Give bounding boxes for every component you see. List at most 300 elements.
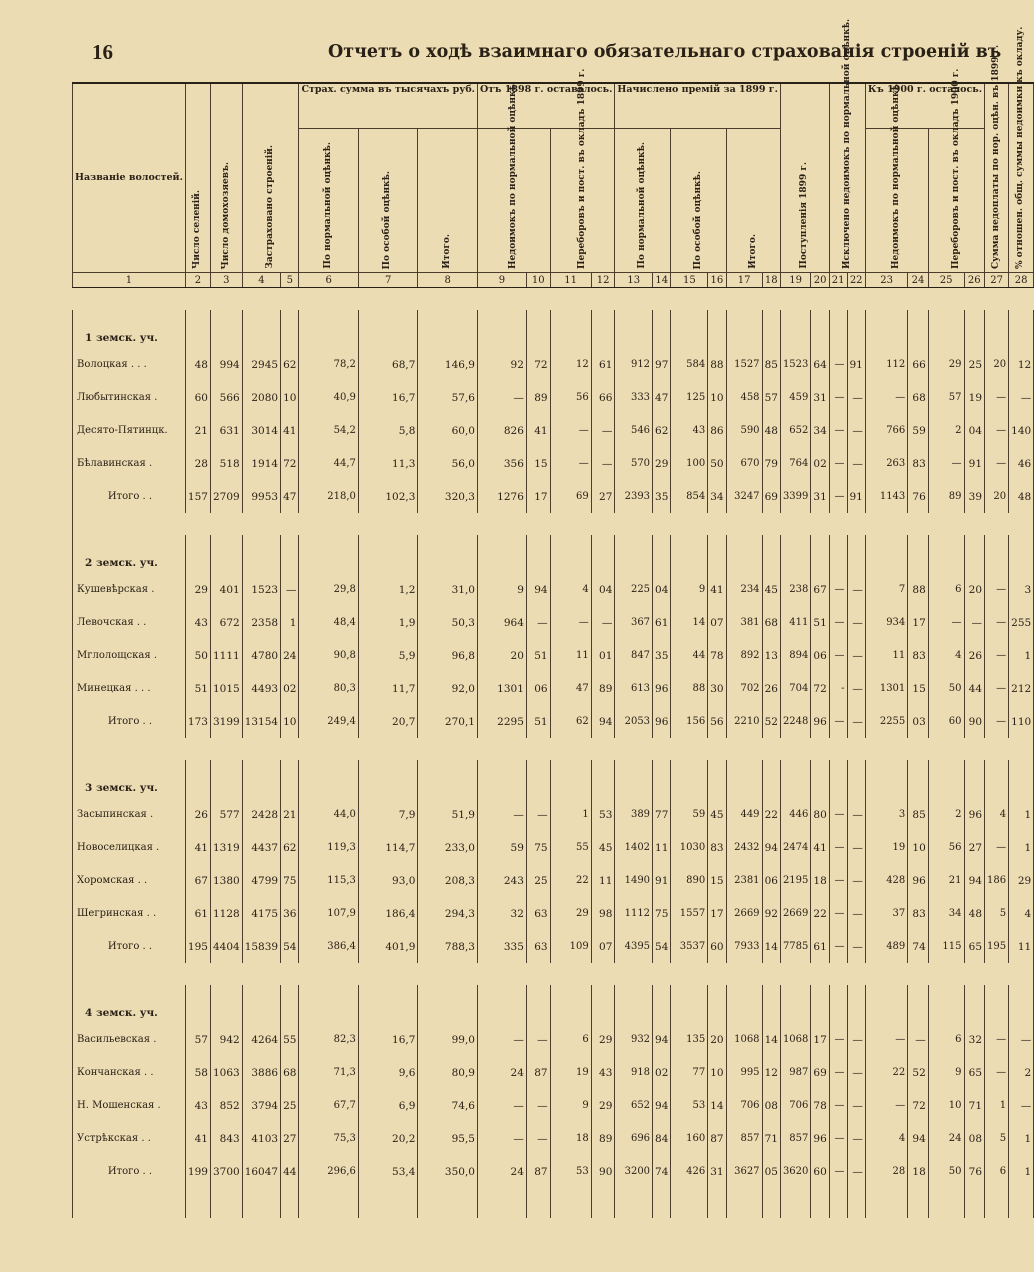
table-cell: 2 bbox=[928, 414, 964, 447]
table-cell: 62 bbox=[550, 705, 591, 738]
table-row bbox=[73, 897, 1034, 930]
table-cell: 1380 bbox=[210, 864, 242, 897]
table-cell: — bbox=[985, 381, 1009, 414]
table-cell: 86 bbox=[708, 414, 726, 447]
header-households: Число домохозяевъ. bbox=[210, 83, 242, 273]
table-cell: 1276 bbox=[477, 480, 526, 513]
table-cell: 74 bbox=[908, 930, 929, 963]
table-cell: 3700 bbox=[210, 1155, 242, 1188]
table-cell: 68 bbox=[281, 1056, 299, 1089]
table-cell: 157 bbox=[185, 480, 210, 513]
table-cell: 28 bbox=[865, 1155, 907, 1188]
table-cell: 71 bbox=[964, 1089, 985, 1122]
table-cell: — bbox=[829, 381, 847, 414]
column-number: 1 bbox=[73, 273, 186, 288]
table-cell: 2945 bbox=[242, 348, 280, 381]
table-cell: 1523 bbox=[780, 348, 810, 381]
table-cell: 59 bbox=[671, 798, 708, 831]
table-cell: 4 bbox=[928, 639, 964, 672]
volost-name: Любытинская . bbox=[73, 381, 186, 414]
header-prem-total: Итого. bbox=[726, 129, 780, 273]
table-cell: 426 bbox=[671, 1155, 708, 1188]
table-cell: 05 bbox=[762, 1155, 780, 1188]
table-cell: 19 bbox=[964, 381, 985, 414]
table-cell: 52 bbox=[908, 1056, 929, 1089]
table-cell: 2210 bbox=[726, 705, 762, 738]
table-cell: 83 bbox=[908, 897, 929, 930]
table-cell: 31 bbox=[811, 381, 829, 414]
table-cell: 40,9 bbox=[299, 381, 358, 414]
table-cell: 518 bbox=[210, 447, 242, 480]
table-cell: 140 bbox=[1009, 414, 1034, 447]
table-cell: 6 bbox=[928, 1023, 964, 1056]
column-number: 16 bbox=[708, 273, 726, 288]
table-cell: 55 bbox=[281, 1023, 299, 1056]
table-cell: 82,3 bbox=[299, 1023, 358, 1056]
table-cell: 43 bbox=[185, 606, 210, 639]
table-cell: 48 bbox=[964, 897, 985, 930]
table-cell: 18 bbox=[908, 1155, 929, 1188]
table-cell: 1319 bbox=[210, 831, 242, 864]
table-cell: 94 bbox=[653, 1023, 671, 1056]
table-cell: 16,7 bbox=[358, 1023, 418, 1056]
table-cell: 95,5 bbox=[418, 1122, 478, 1155]
table-cell: — bbox=[847, 1155, 865, 1188]
table-cell: 94 bbox=[762, 831, 780, 864]
table-cell: 44 bbox=[964, 672, 985, 705]
table-cell: 60 bbox=[928, 705, 964, 738]
table-cell: 3627 bbox=[726, 1155, 762, 1188]
table-cell: — bbox=[477, 381, 526, 414]
table-cell: 270,1 bbox=[418, 705, 478, 738]
table-cell: 56 bbox=[708, 705, 726, 738]
table-cell: 5,9 bbox=[358, 639, 418, 672]
table-cell: 10 bbox=[281, 705, 299, 738]
table-cell: 3794 bbox=[242, 1089, 280, 1122]
table-cell: 02 bbox=[811, 447, 829, 480]
table-cell: 20 bbox=[964, 573, 985, 606]
table-cell: 20 bbox=[985, 348, 1009, 381]
table-cell: 14 bbox=[708, 1089, 726, 1122]
table-cell: 41 bbox=[185, 1122, 210, 1155]
table-cell: 97 bbox=[653, 348, 671, 381]
volost-name: Н. Мошенская . bbox=[73, 1089, 186, 1122]
table-cell: 67 bbox=[811, 573, 829, 606]
table-cell: 61 bbox=[185, 897, 210, 930]
table-cell: 335 bbox=[477, 930, 526, 963]
table-cell: 78,2 bbox=[299, 348, 358, 381]
table-cell: 91 bbox=[847, 480, 865, 513]
table-cell: 24 bbox=[281, 639, 299, 672]
table-cell: — bbox=[829, 639, 847, 672]
table-cell: 53 bbox=[550, 1155, 591, 1188]
table-cell: 92 bbox=[762, 897, 780, 930]
table-cell: 892 bbox=[726, 639, 762, 672]
table-cell: 115 bbox=[928, 930, 964, 963]
table-cell: 48,4 bbox=[299, 606, 358, 639]
table-cell: 83 bbox=[708, 831, 726, 864]
table-cell: 89 bbox=[591, 1122, 615, 1155]
table-cell: 65 bbox=[964, 930, 985, 963]
table-cell: 1063 bbox=[210, 1056, 242, 1089]
table-cell: 160 bbox=[671, 1122, 708, 1155]
table-cell: 51 bbox=[526, 639, 550, 672]
table-cell: — bbox=[829, 447, 847, 480]
table-cell: 46 bbox=[1009, 447, 1034, 480]
table-cell: 10 bbox=[708, 381, 726, 414]
table-cell: 1 bbox=[985, 1089, 1009, 1122]
table-cell: 109 bbox=[550, 930, 591, 963]
column-number-row bbox=[73, 273, 1034, 288]
table-cell: 41 bbox=[708, 573, 726, 606]
column-number: 19 bbox=[780, 273, 810, 288]
table-cell: 10 bbox=[281, 381, 299, 414]
table-row bbox=[73, 606, 1034, 639]
section-title: 1 земск. уч. bbox=[73, 310, 186, 348]
table-cell: — bbox=[1009, 1089, 1034, 1122]
column-number: 12 bbox=[591, 273, 615, 288]
table-cell: 263 bbox=[865, 447, 907, 480]
volost-name: Мглолощская . bbox=[73, 639, 186, 672]
table-cell: 94 bbox=[964, 864, 985, 897]
table-cell: 37 bbox=[865, 897, 907, 930]
table-cell: 57 bbox=[928, 381, 964, 414]
header-arrears-sum: Сумма недоплаты по нор. оцѣн. въ 1899 г. bbox=[985, 83, 1009, 273]
table-cell: — bbox=[847, 831, 865, 864]
table-cell: 631 bbox=[210, 414, 242, 447]
table-cell: 584 bbox=[671, 348, 708, 381]
table-cell: — bbox=[829, 606, 847, 639]
table-cell: 75 bbox=[526, 831, 550, 864]
table-cell: 3014 bbox=[242, 414, 280, 447]
table-row bbox=[73, 672, 1034, 705]
table-cell: 1 bbox=[550, 798, 591, 831]
table-cell: 62 bbox=[281, 831, 299, 864]
table-cell: 61 bbox=[653, 606, 671, 639]
total-row bbox=[73, 930, 1034, 963]
table-cell: 890 bbox=[671, 864, 708, 897]
table-cell: 94 bbox=[526, 573, 550, 606]
volost-name: Новоселицкая . bbox=[73, 831, 186, 864]
table-cell: 50,3 bbox=[418, 606, 478, 639]
section-row bbox=[73, 310, 1034, 348]
table-cell: — bbox=[550, 447, 591, 480]
table-cell: 12 bbox=[762, 1056, 780, 1089]
table-cell: 25 bbox=[281, 1089, 299, 1122]
table-cell: 10 bbox=[708, 1056, 726, 1089]
table-cell: — bbox=[1009, 381, 1034, 414]
table-cell: 77 bbox=[671, 1056, 708, 1089]
table-cell: 199 bbox=[185, 1155, 210, 1188]
table-cell: 2 bbox=[928, 798, 964, 831]
table-cell: 208,3 bbox=[418, 864, 478, 897]
table-cell: 3247 bbox=[726, 480, 762, 513]
table-cell: — bbox=[829, 798, 847, 831]
table-cell: 4 bbox=[985, 798, 1009, 831]
table-cell: 94 bbox=[653, 1089, 671, 1122]
section-title: 4 земск. уч. bbox=[73, 985, 186, 1023]
table-cell: 80,9 bbox=[418, 1056, 478, 1089]
volost-name: Левочская . . bbox=[73, 606, 186, 639]
table-cell: 320,3 bbox=[418, 480, 478, 513]
table-cell: 13 bbox=[762, 639, 780, 672]
table-cell: 51 bbox=[185, 672, 210, 705]
table-cell: 44 bbox=[671, 639, 708, 672]
table-cell: 75 bbox=[653, 897, 671, 930]
table-cell: 1112 bbox=[615, 897, 653, 930]
table-cell: 156 bbox=[671, 705, 708, 738]
table-cell: 590 bbox=[726, 414, 762, 447]
table-cell: — bbox=[829, 930, 847, 963]
table-cell: 04 bbox=[591, 573, 615, 606]
table-cell: 2474 bbox=[780, 831, 810, 864]
table-cell: — bbox=[928, 606, 964, 639]
table-row bbox=[73, 831, 1034, 864]
table-cell: 1068 bbox=[780, 1023, 810, 1056]
table-cell: 570 bbox=[615, 447, 653, 480]
table-cell: 333 bbox=[615, 381, 653, 414]
column-number: 25 bbox=[928, 273, 964, 288]
table-cell: — bbox=[847, 381, 865, 414]
table-cell: 60 bbox=[708, 930, 726, 963]
table-cell: 62 bbox=[653, 414, 671, 447]
table-cell: 85 bbox=[762, 348, 780, 381]
table-cell: 02 bbox=[653, 1056, 671, 1089]
table-cell: 12 bbox=[1009, 348, 1034, 381]
table-cell: — bbox=[550, 606, 591, 639]
table-cell: 381 bbox=[726, 606, 762, 639]
table-cell: — bbox=[477, 798, 526, 831]
header-sum-special: По особой оцѣнкѣ. bbox=[358, 129, 418, 273]
table-cell: 1 bbox=[1009, 639, 1034, 672]
table-cell: 60 bbox=[811, 1155, 829, 1188]
table-cell: 186,4 bbox=[358, 897, 418, 930]
table-cell: 72 bbox=[908, 1089, 929, 1122]
table-cell: 44,7 bbox=[299, 447, 358, 480]
table-cell: 67,7 bbox=[299, 1089, 358, 1122]
table-cell: 79 bbox=[762, 447, 780, 480]
table-cell: 58 bbox=[185, 1056, 210, 1089]
table-cell: 15 bbox=[708, 864, 726, 897]
table-cell: 77 bbox=[653, 798, 671, 831]
table-cell: 29 bbox=[928, 348, 964, 381]
table-cell: 1301 bbox=[865, 672, 907, 705]
table-cell: 20,7 bbox=[358, 705, 418, 738]
table-cell: 449 bbox=[726, 798, 762, 831]
table-cell: 96 bbox=[811, 705, 829, 738]
table-cell: 27 bbox=[281, 1122, 299, 1155]
table-cell: — bbox=[526, 1023, 550, 1056]
table-cell: — bbox=[908, 1023, 929, 1056]
table-cell: 146,9 bbox=[418, 348, 478, 381]
table-cell: — bbox=[526, 606, 550, 639]
table-cell: 764 bbox=[780, 447, 810, 480]
header-group-from-1898: Отъ 1898 г. оставалось. bbox=[477, 83, 614, 129]
table-cell: 90 bbox=[964, 705, 985, 738]
column-number: 21 bbox=[829, 273, 847, 288]
column-number: 9 bbox=[477, 273, 526, 288]
volost-name: Итого . . bbox=[73, 930, 186, 963]
table-cell: 45 bbox=[708, 798, 726, 831]
table-cell: 94 bbox=[908, 1122, 929, 1155]
table-cell: 52 bbox=[762, 705, 780, 738]
column-number: 13 bbox=[615, 273, 653, 288]
table-cell: 2255 bbox=[865, 705, 907, 738]
table-cell: 4175 bbox=[242, 897, 280, 930]
table-cell: 18 bbox=[550, 1122, 591, 1155]
volost-name: Кушевѣрская . bbox=[73, 573, 186, 606]
table-cell: 24 bbox=[928, 1122, 964, 1155]
table-cell: 1 bbox=[1009, 831, 1034, 864]
table-cell: 186 bbox=[985, 864, 1009, 897]
table-cell: — bbox=[847, 573, 865, 606]
table-cell: 912 bbox=[615, 348, 653, 381]
table-cell: 386,4 bbox=[299, 930, 358, 963]
ledger-body bbox=[73, 288, 1034, 1219]
table-cell: — bbox=[526, 1089, 550, 1122]
total-row bbox=[73, 1155, 1034, 1188]
table-cell: 26 bbox=[185, 798, 210, 831]
table-cell: 766 bbox=[865, 414, 907, 447]
table-cell: 29 bbox=[653, 447, 671, 480]
header-excluded: Исключено недоимокъ по нормальной оцѣнкѣ. bbox=[829, 83, 865, 273]
table-cell: 173 bbox=[185, 705, 210, 738]
table-cell: 16047 bbox=[242, 1155, 280, 1188]
column-number: 27 bbox=[985, 273, 1009, 288]
table-cell: — bbox=[985, 1023, 1009, 1056]
table-cell: 27 bbox=[591, 480, 615, 513]
table-cell: 7785 bbox=[780, 930, 810, 963]
table-cell: — bbox=[829, 573, 847, 606]
table-cell: 63 bbox=[526, 930, 550, 963]
table-row bbox=[73, 1089, 1034, 1122]
table-cell: 08 bbox=[964, 1122, 985, 1155]
table-cell: 74,6 bbox=[418, 1089, 478, 1122]
table-cell: 13154 bbox=[242, 705, 280, 738]
total-row bbox=[73, 705, 1034, 738]
table-cell: 53 bbox=[671, 1089, 708, 1122]
table-row bbox=[73, 348, 1034, 381]
table-row bbox=[73, 1023, 1034, 1056]
table-cell: 94 bbox=[591, 705, 615, 738]
table-cell: 04 bbox=[653, 573, 671, 606]
table-cell: 613 bbox=[615, 672, 653, 705]
column-number: 6 bbox=[299, 273, 358, 288]
table-cell: 14 bbox=[762, 1023, 780, 1056]
table-cell: 35 bbox=[653, 639, 671, 672]
table-cell: 76 bbox=[908, 480, 929, 513]
table-cell: — bbox=[847, 1056, 865, 1089]
header-villages: Число селеній. bbox=[185, 83, 210, 273]
table-cell: 57,6 bbox=[418, 381, 478, 414]
column-number: 2 bbox=[185, 273, 210, 288]
table-cell: 71 bbox=[762, 1122, 780, 1155]
table-cell: 296,6 bbox=[299, 1155, 358, 1188]
table-cell: 9,6 bbox=[358, 1056, 418, 1089]
table-cell: — bbox=[847, 930, 865, 963]
table-cell: 14 bbox=[762, 930, 780, 963]
table-cell: 9 bbox=[477, 573, 526, 606]
table-cell: 54,2 bbox=[299, 414, 358, 447]
table-cell: — bbox=[847, 705, 865, 738]
volost-name: Васильевская . bbox=[73, 1023, 186, 1056]
table-cell: 48 bbox=[1009, 480, 1034, 513]
header-arrears-1900: Недоимокъ по нормальной оцѣнкѣ. bbox=[865, 129, 928, 273]
table-cell: 29 bbox=[550, 897, 591, 930]
table-cell: 96,8 bbox=[418, 639, 478, 672]
table-cell: 87 bbox=[526, 1155, 550, 1188]
table-cell: - bbox=[829, 672, 847, 705]
table-cell: 1015 bbox=[210, 672, 242, 705]
table-cell: 71,3 bbox=[299, 1056, 358, 1089]
table-cell: 577 bbox=[210, 798, 242, 831]
column-number: 20 bbox=[811, 273, 829, 288]
table-cell: 702 bbox=[726, 672, 762, 705]
table-cell: 68,7 bbox=[358, 348, 418, 381]
table-cell: — bbox=[526, 798, 550, 831]
table-cell: 102,3 bbox=[358, 480, 418, 513]
table-row bbox=[73, 381, 1034, 414]
table-cell: — bbox=[985, 573, 1009, 606]
table-cell: 2669 bbox=[726, 897, 762, 930]
table-cell: 54 bbox=[653, 930, 671, 963]
table-cell: 652 bbox=[780, 414, 810, 447]
table-cell: 6 bbox=[985, 1155, 1009, 1188]
table-cell: 51,9 bbox=[418, 798, 478, 831]
volost-name: Итого . . bbox=[73, 1155, 186, 1188]
header-prem-special: По особой оцѣнкѣ. bbox=[671, 129, 726, 273]
table-cell: — bbox=[829, 831, 847, 864]
table-cell: 91 bbox=[964, 447, 985, 480]
table-cell: 1557 bbox=[671, 897, 708, 930]
table-cell: 87 bbox=[526, 1056, 550, 1089]
table-cell: 4404 bbox=[210, 930, 242, 963]
table-cell: 3 bbox=[1009, 573, 1034, 606]
table-cell: 10 bbox=[928, 1089, 964, 1122]
table-cell: 1111 bbox=[210, 639, 242, 672]
table-cell: 04 bbox=[964, 414, 985, 447]
table-cell: 29 bbox=[591, 1089, 615, 1122]
column-number: 15 bbox=[671, 273, 708, 288]
table-cell: 34 bbox=[811, 414, 829, 447]
table-cell: 18 bbox=[811, 864, 829, 897]
table-cell: 63 bbox=[526, 897, 550, 930]
table-cell: 401,9 bbox=[358, 930, 418, 963]
table-cell: 696 bbox=[615, 1122, 653, 1155]
header-overpay-1900: Переборовъ и пост. въ окладъ 1900 г. bbox=[928, 129, 984, 273]
table-cell: 1 bbox=[281, 606, 299, 639]
table-cell: 66 bbox=[591, 381, 615, 414]
table-cell: 50 bbox=[928, 672, 964, 705]
table-cell: 2669 bbox=[780, 897, 810, 930]
table-cell: 50 bbox=[708, 447, 726, 480]
table-cell: 48 bbox=[185, 348, 210, 381]
table-cell: 90,8 bbox=[299, 639, 358, 672]
table-cell: 826 bbox=[477, 414, 526, 447]
table-cell: 03 bbox=[908, 705, 929, 738]
table-cell: 44 bbox=[281, 1155, 299, 1188]
table-cell: 31 bbox=[811, 480, 829, 513]
table-cell: 934 bbox=[865, 606, 907, 639]
table-cell: 80,3 bbox=[299, 672, 358, 705]
table-cell: 21 bbox=[185, 414, 210, 447]
table-cell: 67 bbox=[185, 864, 210, 897]
table-cell: 61 bbox=[811, 930, 829, 963]
table-cell: 31 bbox=[708, 1155, 726, 1188]
header-volost-name: Названіе волостей. bbox=[73, 83, 186, 273]
column-number: 10 bbox=[526, 273, 550, 288]
table-cell: 670 bbox=[726, 447, 762, 480]
